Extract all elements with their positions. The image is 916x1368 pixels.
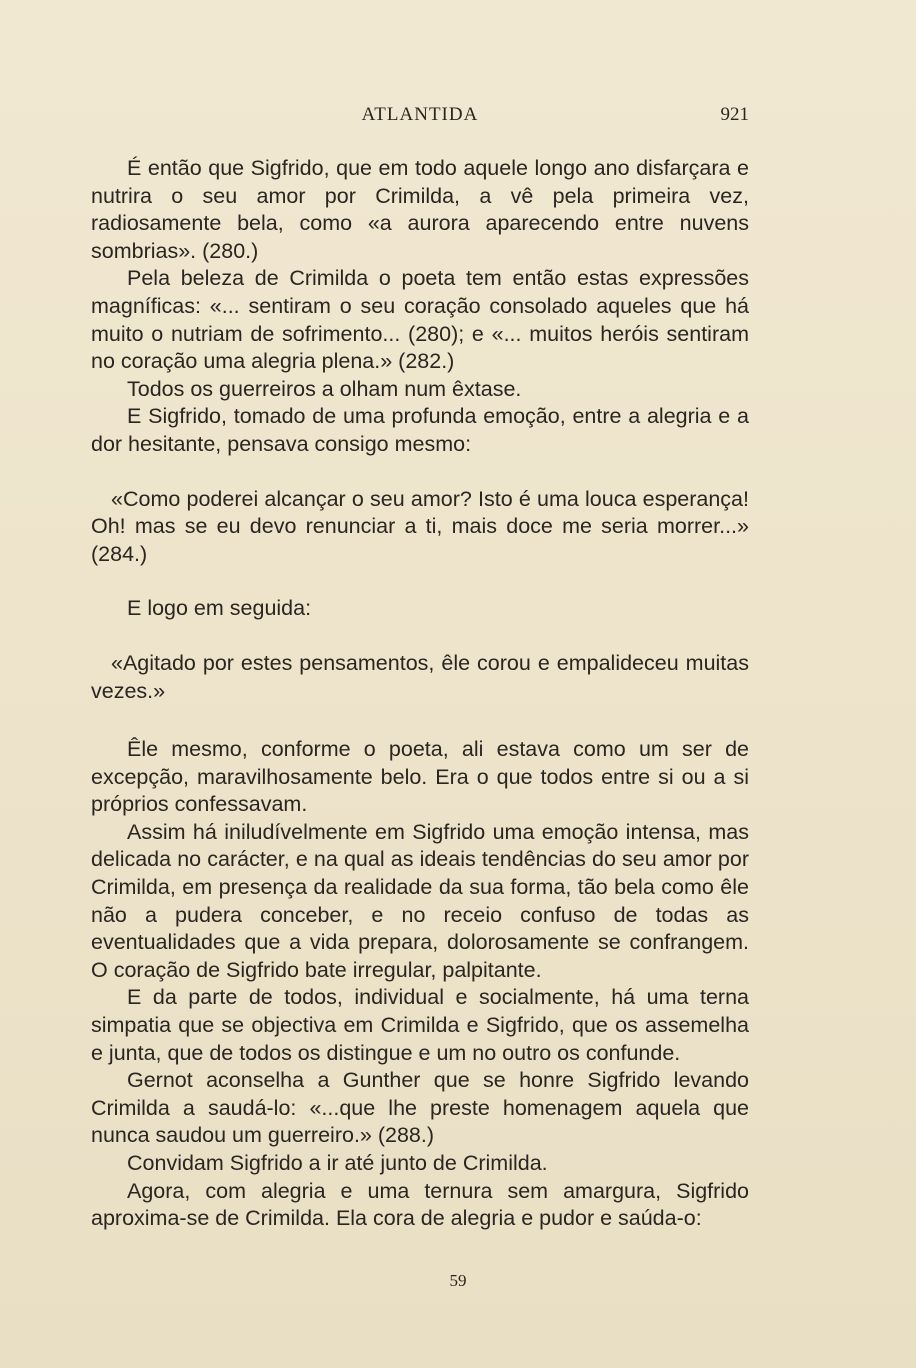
paragraph: E logo em seguida:	[127, 596, 312, 621]
paragraph: E da parte de todos, individual e socialmente, há uma terna simpatia que se objectiva em Crimilda e Sigfrido, que os assemelha e junta, que de todos os distingue e um no outro os confunde.	[91, 985, 749, 1065]
folio-number: 59	[449, 1271, 467, 1290]
quotation: «Como poderei alcançar o seu amor? Isto é uma louca esperança! Oh! mas se eu devo renunciar a ti, mais doce me seria morrer...» (284.)	[91, 486, 749, 566]
paragraph: Êle mesmo, conforme o poeta, ali estava como um ser de excepção, maravilhosamente belo. Era o que todos entre si ou a si próprios confessavam.	[91, 737, 749, 817]
spacer	[91, 705, 749, 736]
spacer	[91, 623, 749, 650]
paragraph: É então que Sigfrido, que em todo aquele longo ano disfarçara e nutrira o seu amor por Crimilda, a vê pela primeira vez, radiosamente bela, como «a aurora aparecendo entre nuvens sombrias». (280.)	[91, 156, 749, 263]
body-text	[91, 155, 749, 1233]
paragraph: Convidam Sigfrido a ir até junto de Crimilda.	[127, 1151, 548, 1175]
running-title: ATLANTIDA	[361, 104, 479, 125]
paragraph: Pela beleza de Crimilda o poeta tem então estas expressões magníficas: «... sentiram o seu coração consolado aqueles que há muito o nutriam de sofrimento... (280); e «... muitos heróis sentiram no coração uma alegria plena.» (282.)	[91, 266, 749, 374]
paragraph: Assim há iniludívelmente em Sigfrido uma emoção intensa, mas delicada no carácter, e na qual as ideais tendências do seu amor por Crimilda, em presença da realidade da sua forma, tão bela como êle não a pudera conceber, e no receio confuso de todas as eventualidades que a vida prepara, dolorosamente se confrangem. O coração de Sigfrido bate irregular, palpitante.	[91, 819, 749, 982]
paragraph: Agora, com alegria e uma ternura sem amargura, Sigfrido aproxima-se de Crimilda. Ela cora de alegria e pudor e saúda-o:	[91, 1178, 749, 1231]
spacer	[91, 459, 749, 486]
quotation: «Agitado por estes pensamentos, êle corou e empalideceu muitas vezes.»	[91, 650, 749, 703]
paragraph: E Sigfrido, tomado de uma profunda emoção, entre a alegria e a dor hesitante, pensava consigo mesmo:	[91, 404, 749, 456]
paragraph: Todos os guerreiros a olham num êxtase.	[127, 376, 522, 401]
paragraph: Gernot aconselha a Gunther que se honre Sigfrido levando Crimilda a saudá-lo: «...que lhe preste homenagem aquela que nunca saudou um guerreiro.» (288.)	[91, 1068, 749, 1148]
spacer	[91, 568, 749, 595]
page-header	[91, 104, 749, 132]
page-number: 921	[720, 104, 749, 125]
